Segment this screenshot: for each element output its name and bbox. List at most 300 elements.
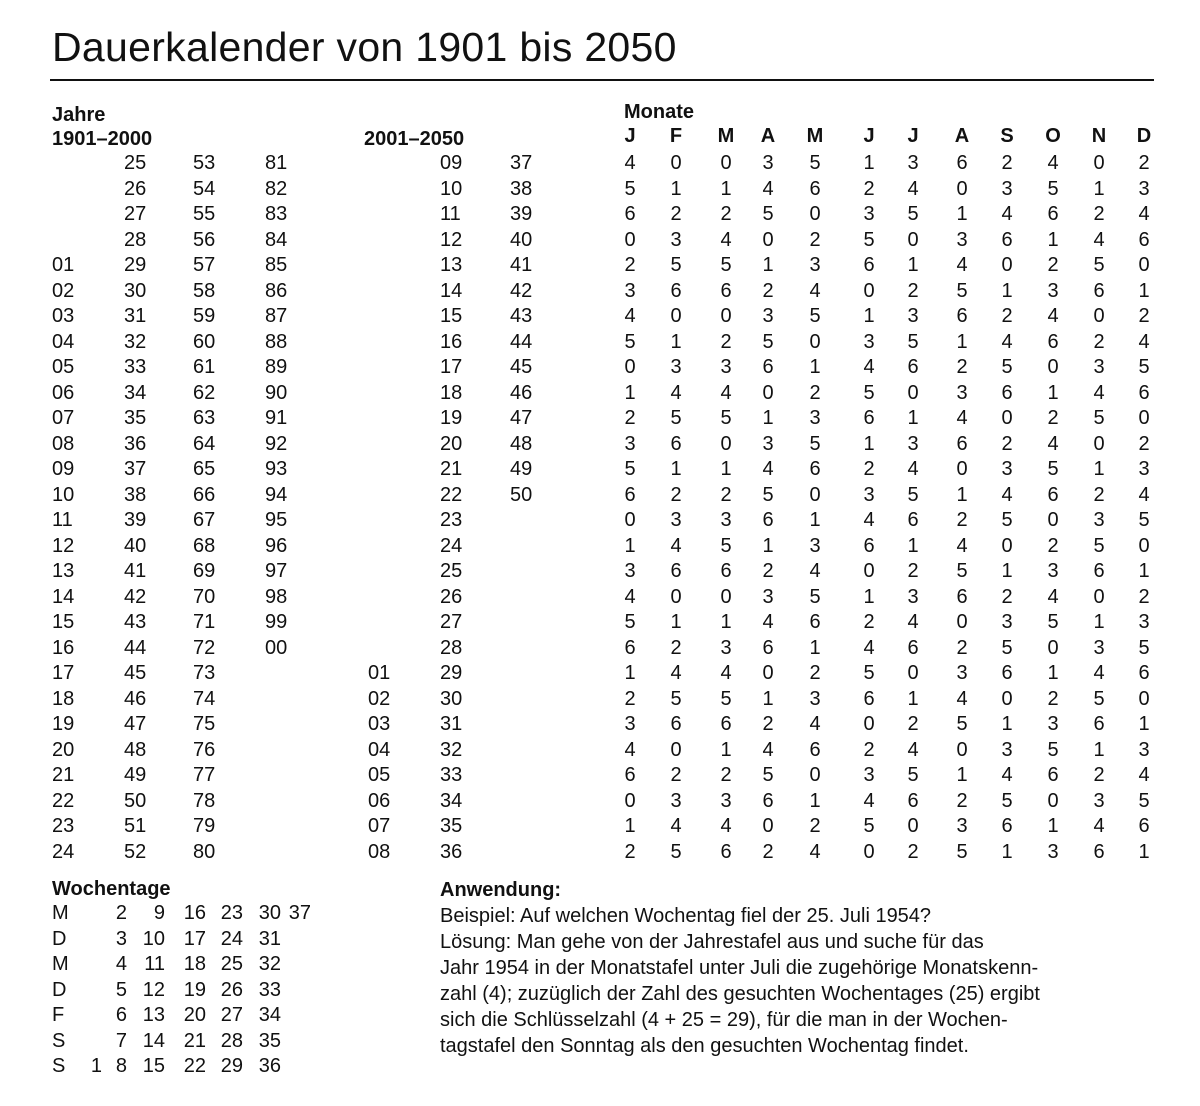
year-cell: 26 [440,585,463,608]
month-code-cell: 4 [624,152,636,174]
month-code-cell: 3 [1001,738,1013,761]
month-code-cell: 2 [1138,152,1150,174]
month-code-cell: 1 [1138,279,1150,302]
month-code-cell: 6 [1093,840,1105,863]
year-cell: 32 [124,330,147,353]
month-code-cell: 2 [624,840,636,863]
month-code-cell: 5 [624,177,636,200]
month-code-cell: 6 [670,279,682,302]
year-cell: 83 [265,203,288,225]
month-code-cell: 3 [956,228,968,251]
year-cell: 16 [440,330,463,353]
month-code-cell: 4 [720,662,732,684]
year-cell: 60 [193,330,216,353]
year-cell: 21 [52,764,75,786]
year-cell: 27 [124,203,147,225]
month-code-cell: 1 [720,738,732,761]
month-code-cell: 3 [720,356,732,378]
year-cell: 99 [265,611,288,633]
year-cell: 22 [52,789,75,812]
year-cell: 16 [52,636,75,659]
month-code-cell: 4 [1093,228,1105,251]
month-code-cell: 5 [1047,611,1059,633]
month-code-cell: 1 [1001,840,1013,863]
weekday-label: M [52,902,69,924]
month-code-cell: 3 [624,713,636,735]
month-code-cell: 0 [1093,305,1105,327]
month-code-cell: 4 [624,305,636,327]
weekday-number: 16 [183,902,206,924]
month-code-cell: 5 [956,560,968,582]
year-cell: 88 [265,330,288,353]
month-code-cell: 4 [720,815,732,837]
month-code-cell: 0 [863,713,875,735]
month-code-cell: 3 [809,687,821,710]
month-code-cell: 2 [863,738,875,761]
year-cell: 49 [510,458,533,480]
month-code-cell: 1 [1138,840,1150,863]
year-cell: 14 [52,585,75,608]
month-code-cell: 6 [670,560,682,582]
month-code-cell: 0 [1093,432,1105,455]
month-code-cell: 0 [624,789,636,812]
month-code-cell: 6 [1047,203,1059,225]
year-cell: 11 [52,509,73,531]
month-code-cell: 0 [809,330,821,353]
month-code-cell: 4 [1001,203,1013,225]
month-code-cell: 4 [1001,330,1013,353]
month-code-cell: 3 [1138,177,1150,200]
year-cell: 03 [368,713,391,735]
year-cell: 96 [265,534,288,557]
month-code-cell: 2 [907,279,919,302]
month-code-cell: 6 [624,483,636,506]
month-code-cell: 4 [863,509,875,531]
year-cell: 01 [368,662,391,684]
month-code-cell: 2 [1093,483,1105,506]
month-code-cell: 3 [863,483,875,506]
month-code-cell: 1 [907,254,919,276]
month-code-cell: 1 [1047,662,1059,684]
month-code-cell: 4 [1047,152,1059,174]
month-code-cell: 5 [863,381,875,404]
month-code-cell: 0 [907,815,919,837]
month-code-cell: 6 [863,534,875,557]
month-code-cell: 2 [670,483,682,506]
month-code-cell: 6 [1093,560,1105,582]
weekday-number: 12 [142,978,165,1001]
month-code-cell: 5 [1001,636,1013,659]
year-cell: 20 [440,432,463,455]
month-code-cell: 4 [1047,585,1059,608]
year-cell: 37 [510,152,533,174]
month-code-cell: 1 [762,687,774,710]
month-code-cell: 6 [907,356,919,378]
year-cell: 23 [52,815,75,837]
month-code-cell: 0 [720,152,732,174]
month-code-cell: 3 [1138,738,1150,761]
month-code-cell: 1 [1093,177,1105,200]
month-code-cell: 0 [762,815,774,837]
month-code-cell: 3 [863,330,875,353]
month-code-cell: 3 [956,662,968,684]
month-code-cell: 6 [809,458,821,480]
month-code-cell: 5 [809,152,821,174]
usage-title: Anwendung: [440,879,562,901]
year-cell: 00 [265,636,288,659]
weekdays-header: Wochentage [52,878,171,900]
year-cell: 81 [265,152,288,174]
year-cell: 82 [265,177,288,200]
usage-line: Lösung: Man gehe von der Jahrestafel aus und suche für das [440,931,984,953]
year-cell: 69 [193,560,216,582]
month-code-cell: 0 [1001,534,1013,557]
year-cell: 47 [124,713,147,735]
weekday-number: 27 [220,1004,243,1026]
month-code-cell: 5 [720,534,732,557]
month-header: M [806,125,824,147]
year-cell: 43 [124,611,147,633]
month-code-cell: 0 [1001,687,1013,710]
month-code-cell: 6 [809,738,821,761]
usage-line: Jahr 1954 in der Monatstafel unter Juli die zugehörige Monatskenn- [440,957,1039,979]
month-code-cell: 2 [956,356,968,378]
month-code-cell: 4 [1047,305,1059,327]
year-cell: 54 [193,177,216,200]
weekday-number: 7 [115,1029,127,1052]
weekday-number: 18 [183,953,206,975]
month-code-cell: 2 [720,203,732,225]
weekday-number: 17 [183,927,206,950]
usage-line: zahl (4); zuzüglich der Zahl des gesuchten Wochentages (25) ergibt [440,983,1040,1005]
month-code-cell: 2 [809,381,821,404]
month-code-cell: 3 [720,509,732,531]
month-code-cell: 5 [956,840,968,863]
months-header: Monate [624,101,694,123]
month-code-cell: 3 [1093,789,1105,812]
weekday-number: 37 [288,902,311,924]
weekday-number: 25 [220,953,243,975]
year-cell: 35 [124,407,147,429]
year-cell: 40 [124,534,147,557]
month-code-cell: 4 [1138,330,1150,353]
month-code-cell: 4 [1047,432,1059,455]
month-code-cell: 6 [762,509,774,531]
month-code-cell: 6 [720,840,732,863]
weekday-number: 35 [258,1029,281,1052]
month-code-cell: 1 [863,152,875,174]
year-cell: 08 [52,432,75,455]
month-code-cell: 0 [1047,636,1059,659]
month-code-cell: 2 [1138,305,1150,327]
month-code-cell: 6 [720,279,732,302]
month-code-cell: 3 [670,509,682,531]
year-cell: 65 [193,458,216,480]
month-code-cell: 2 [1047,407,1059,429]
year-cell: 09 [440,152,463,174]
month-code-cell: 2 [1047,687,1059,710]
month-code-cell: 1 [956,203,968,225]
month-code-cell: 0 [670,738,682,761]
year-cell: 44 [124,636,147,659]
year-cell: 19 [440,407,463,429]
month-code-cell: 4 [1093,815,1105,837]
month-code-cell: 2 [624,254,636,276]
month-code-cell: 6 [762,356,774,378]
month-code-cell: 3 [956,381,968,404]
month-code-cell: 2 [809,662,821,684]
year-cell: 30 [124,279,147,302]
year-cell: 70 [193,585,216,608]
month-header: F [669,125,683,147]
month-code-cell: 5 [762,483,774,506]
year-cell: 28 [440,636,463,659]
year-cell: 90 [265,381,288,404]
month-code-cell: 1 [670,177,682,200]
month-code-cell: 5 [907,203,919,225]
year-cell: 31 [124,305,147,327]
month-code-cell: 6 [624,636,636,659]
month-code-cell: 3 [1093,636,1105,659]
month-code-cell: 6 [863,254,875,276]
weekday-number: 11 [144,953,165,975]
year-cell: 30 [440,687,463,710]
month-code-cell: 0 [720,305,732,327]
month-code-cell: 5 [720,407,732,429]
month-code-cell: 6 [670,432,682,455]
year-cell: 57 [193,254,216,276]
year-cell: 79 [193,815,216,837]
month-code-cell: 0 [624,356,636,378]
month-code-cell: 1 [720,611,732,633]
month-code-cell: 0 [907,662,919,684]
month-code-cell: 1 [956,483,968,506]
month-code-cell: 6 [907,789,919,812]
year-cell: 84 [265,228,288,251]
year-cell: 12 [52,534,75,557]
year-cell: 95 [265,509,288,531]
month-code-cell: 2 [1001,152,1013,174]
month-header: M [717,125,735,147]
month-header: D [1136,125,1152,147]
weekday-number: 19 [183,978,206,1001]
year-cell: 05 [368,764,391,786]
year-cell: 59 [193,305,216,327]
year-cell: 17 [52,662,75,684]
weekday-number: 30 [258,902,281,924]
month-code-cell: 4 [1093,662,1105,684]
year-cell: 41 [124,560,147,582]
month-code-cell: 0 [1047,789,1059,812]
month-code-cell: 6 [956,152,968,174]
month-code-cell: 1 [762,254,774,276]
month-code-cell: 3 [809,254,821,276]
year-cell: 56 [193,228,216,251]
month-code-cell: 5 [809,305,821,327]
year-cell: 47 [510,407,533,429]
month-code-cell: 2 [720,483,732,506]
month-code-cell: 2 [809,815,821,837]
year-cell: 94 [265,483,288,506]
month-code-cell: 3 [624,432,636,455]
month-code-cell: 3 [863,764,875,786]
month-code-cell: 2 [624,687,636,710]
month-code-cell: 3 [1047,560,1059,582]
year-cell: 38 [510,177,533,200]
year-cell: 68 [193,534,216,557]
month-code-cell: 0 [670,152,682,174]
year-cell: 25 [124,152,147,174]
month-code-cell: 6 [1001,228,1013,251]
year-cell: 72 [193,636,216,659]
year-cell: 80 [193,840,216,863]
year-cell: 46 [124,687,147,710]
year-cell: 42 [510,279,533,302]
month-code-cell: 0 [762,662,774,684]
month-code-cell: 5 [624,458,636,480]
month-code-cell: 5 [624,330,636,353]
month-code-cell: 5 [762,203,774,225]
weekday-number: 32 [258,953,281,975]
year-cell: 74 [193,687,216,710]
year-cell: 38 [124,483,147,506]
month-header: S [1000,125,1014,147]
month-code-cell: 3 [1093,509,1105,531]
month-code-cell: 0 [624,509,636,531]
year-cell: 02 [368,687,391,710]
year-cell: 14 [440,279,463,302]
month-code-cell: 3 [1001,458,1013,480]
month-code-cell: 4 [624,738,636,761]
year-cell: 58 [193,279,216,302]
year-cell: 40 [510,228,533,251]
usage-solution [440,929,1156,1059]
month-code-cell: 0 [670,305,682,327]
month-code-cell: 0 [720,585,732,608]
month-code-cell: 6 [907,636,919,659]
usage-line: sich die Schlüsselzahl (4 + 25 = 29), für die man in der Wochen- [440,1009,1008,1031]
weekday-label: F [52,1004,65,1026]
month-code-cell: 6 [863,407,875,429]
year-cell: 06 [52,381,75,404]
month-code-cell: 2 [762,560,774,582]
month-code-cell: 3 [1001,177,1013,200]
month-code-cell: 2 [956,789,968,812]
year-cell: 08 [368,840,391,863]
year-cell: 02 [52,279,75,302]
month-code-cell: 0 [863,560,875,582]
month-code-cell: 1 [670,458,682,480]
month-code-cell: 2 [762,279,774,302]
month-code-cell: 4 [809,279,821,302]
month-code-cell: 6 [1138,815,1150,837]
year-cell: 49 [124,764,147,786]
month-code-cell: 6 [956,305,968,327]
month-code-cell: 5 [670,687,682,710]
year-cell: 33 [124,356,147,378]
month-code-cell: 0 [956,738,968,761]
weekday-number: 31 [258,927,281,950]
month-code-cell: 1 [624,381,636,404]
month-code-cell: 5 [956,279,968,302]
weekday-label: D [52,978,67,1001]
year-cell: 45 [510,356,533,378]
weekday-number: 33 [258,978,281,1001]
year-cell: 31 [440,713,463,735]
month-code-cell: 6 [863,687,875,710]
month-code-cell: 0 [956,611,968,633]
weekday-number: 28 [220,1029,243,1052]
month-code-cell: 5 [1047,738,1059,761]
month-code-cell: 2 [1047,254,1059,276]
year-cell: 11 [440,203,461,225]
weekday-number: 5 [115,978,127,1001]
month-code-cell: 5 [720,254,732,276]
month-code-cell: 2 [1047,534,1059,557]
year-cell: 35 [440,815,463,837]
month-code-cell: 0 [624,228,636,251]
year-cell: 87 [265,305,288,327]
month-code-cell: 5 [809,432,821,455]
year-cell: 21 [440,458,463,480]
month-code-cell: 0 [809,203,821,225]
year-cell: 19 [52,713,75,735]
month-code-cell: 0 [863,279,875,302]
month-code-cell: 1 [762,534,774,557]
month-code-cell: 1 [956,330,968,353]
month-code-cell: 4 [956,534,968,557]
month-header: J [907,125,919,147]
month-code-cell: 2 [956,636,968,659]
month-code-cell: 0 [1093,152,1105,174]
month-code-cell: 3 [809,534,821,557]
month-code-cell: 5 [670,840,682,863]
month-code-cell: 6 [1047,483,1059,506]
month-code-cell: 4 [762,738,774,761]
month-code-cell: 4 [1001,483,1013,506]
month-header: J [863,125,875,147]
month-code-cell: 3 [1138,611,1150,633]
year-cell: 32 [440,738,463,761]
year-cell: 15 [440,305,463,327]
month-code-cell: 1 [624,815,636,837]
year-cell: 13 [440,254,463,276]
month-code-cell: 3 [907,152,919,174]
year-cell: 91 [265,407,288,429]
month-code-cell: 2 [1001,432,1013,455]
month-code-cell: 5 [762,764,774,786]
month-code-cell: 2 [809,228,821,251]
month-code-cell: 3 [907,432,919,455]
month-code-cell: 4 [1138,483,1150,506]
year-cell: 29 [440,662,463,684]
month-code-cell: 2 [670,203,682,225]
month-code-cell: 0 [1138,407,1150,429]
weekday-number: 14 [142,1029,165,1052]
month-code-cell: 3 [624,279,636,302]
year-cell: 25 [440,560,463,582]
year-cell: 34 [440,789,463,812]
month-code-cell: 1 [809,356,821,378]
year-cell: 37 [124,458,147,480]
year-cell: 15 [52,611,75,633]
weekday-number: 26 [220,978,243,1001]
month-code-cell: 0 [907,381,919,404]
month-code-cell: 5 [863,662,875,684]
month-code-cell: 3 [863,203,875,225]
month-code-cell: 0 [809,483,821,506]
month-code-cell: 2 [624,407,636,429]
